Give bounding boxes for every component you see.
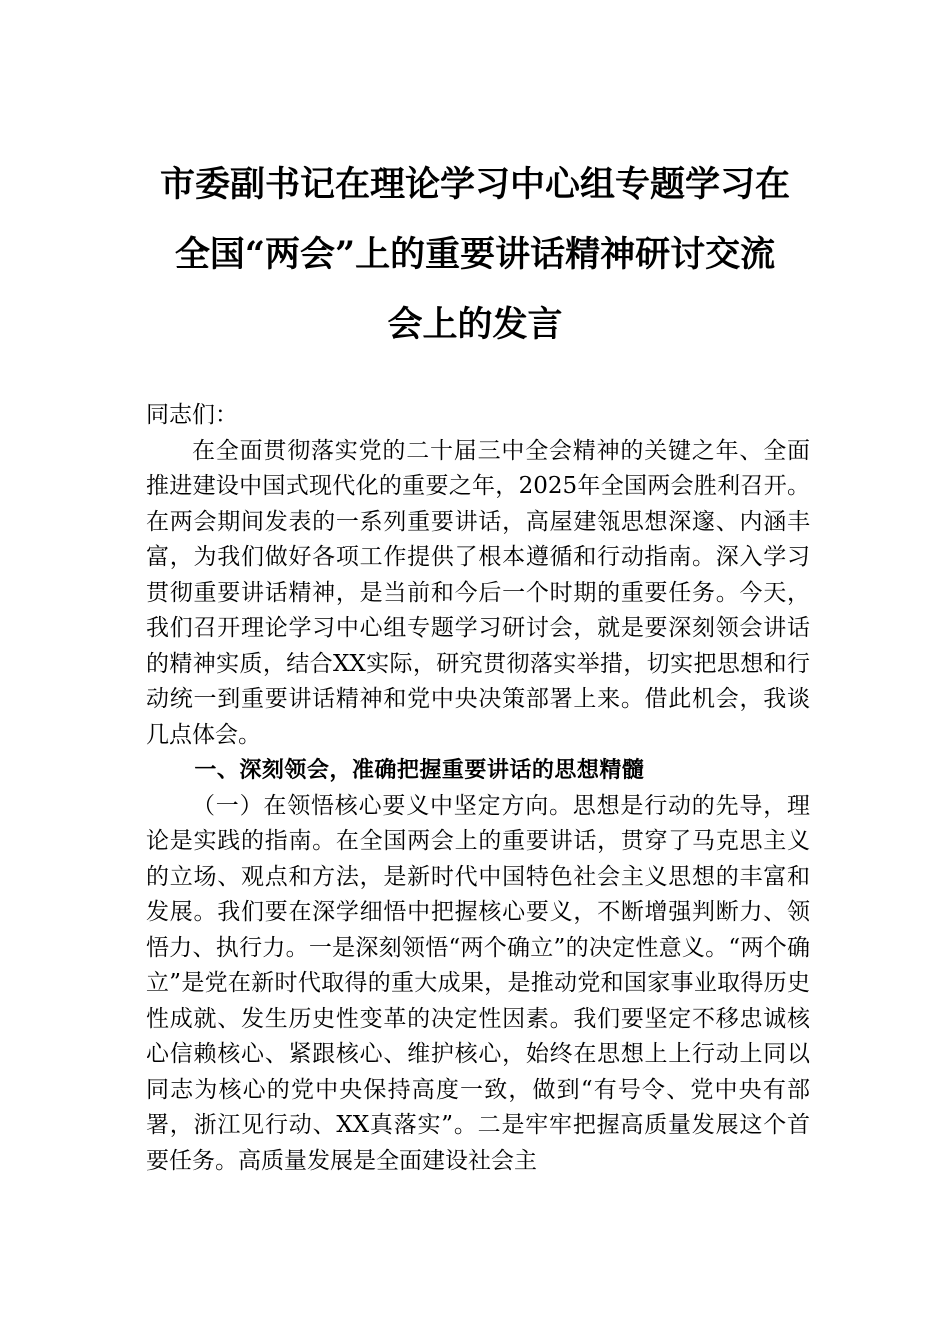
- document-body: [146, 398, 810, 1179]
- title-line-1: 市委副书记在理论学习中心组专题学习在: [159, 164, 790, 205]
- sub-section-paragraph: （一）在领悟核心要义中坚定方向。思想是行动的先导，理论是实践的指南。在全国两会上的重要讲话，贯穿了马克思主义的立场、观点和方法，是新时代中国特色社会主义思想的丰富和发展。我们要在深学细悟中把握核心要义，不断增强判断力、领悟力、执行力。一是深刻领悟“两个确立”的决定性意义。“两个确立”是党在新时代取得的重大成果，是推动党和国家事业取得历史性成就、发生历史性变革的决定性因素。我们要坚定不移忠诚核心信赖核心、紧跟核心、维护核心，始终在思想上上行动上同以同志为核心的党中央保持高度一致，做到“有号令、党中央有部署，浙江见行动、XX真落实”。二是牢牢把握高质量发展这个首要任务。高质量发展是全面建设社会主: [146, 792, 810, 1174]
- greeting: 同志们：: [146, 402, 238, 428]
- intro-paragraph: 在全面贯彻落实党的二十届三中全会精神的关键之年、全面推进建设中国式现代化的重要之年，2025年全国两会胜利召开。在两会期间发表的一系列重要讲话，高屋建瓴思想深邃、内涵丰富，为我们做好各项工作提供了根本遵循和行动指南。深入学习贯彻重要讲话精神，是当前和今后一个时期的重要任务。今天，我们召开理论学习中心组专题学习研讨会，就是要深刻领会讲话的精神实质，结合XX实际，研究贯彻落实举措，切实把思想和行动统一到重要讲话精神和党中央决策部署上来。借此机会，我谈几点体会。: [146, 437, 810, 748]
- document-title: [110, 150, 840, 360]
- section-heading: 一、深刻领会，准确把握重要讲话的思想精髓: [194, 758, 645, 783]
- title-line-2: 全国“两会”上的重要讲话精神研讨交流: [174, 234, 776, 275]
- title-line-3: 会上的发言: [387, 304, 563, 345]
